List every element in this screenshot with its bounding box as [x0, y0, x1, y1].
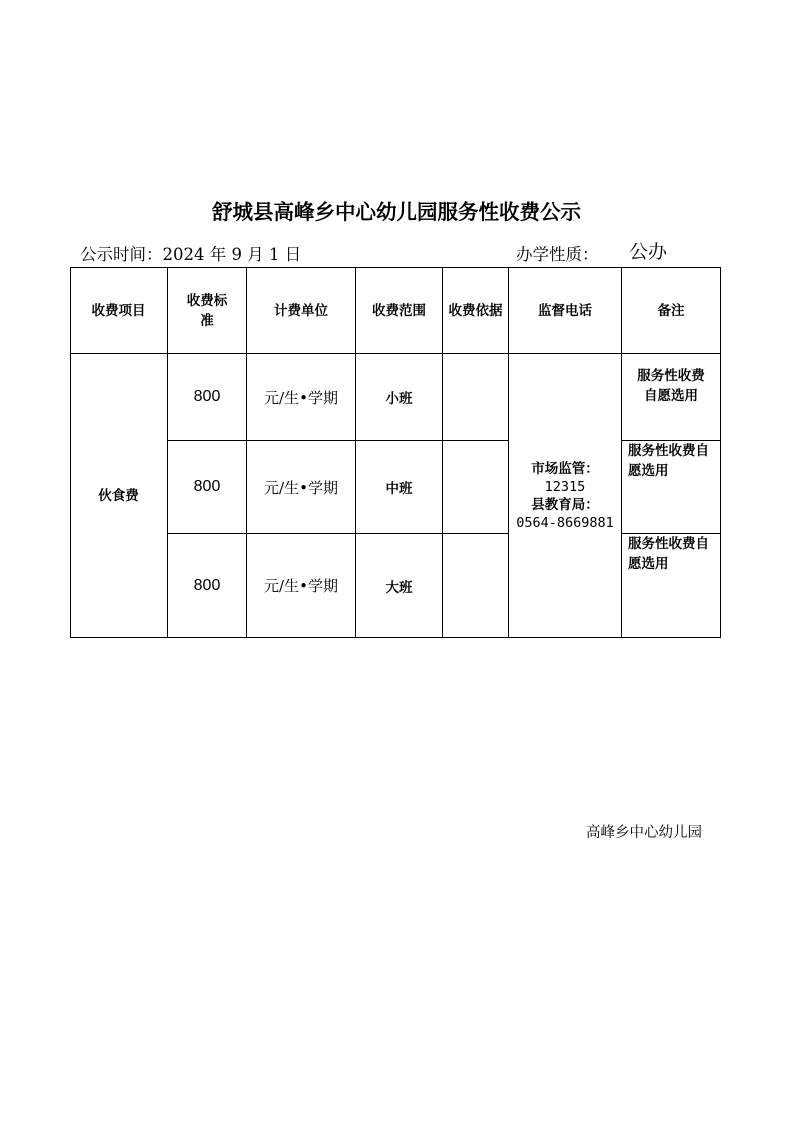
row-3-basis — [443, 534, 508, 637]
supervision-phone-cell — [509, 354, 621, 637]
header-fee-scope: 收费范围 — [372, 302, 426, 319]
table-border-right — [720, 267, 721, 638]
row-3-note: 服务性收费自愿选用 — [628, 536, 709, 572]
row-2-basis — [443, 441, 508, 533]
school-type-value: 公办 — [629, 241, 668, 263]
row-2-scope: 中班 — [385, 481, 413, 497]
education-bureau-phone: 0564-8669881 — [516, 514, 614, 531]
row-1-note: 服务性收费自愿选用 — [637, 368, 705, 404]
issuer-signature: 高峰乡中心幼儿园 — [586, 825, 702, 841]
market-supervision-phone: 12315 — [544, 478, 586, 495]
page-title: 舒城县高峰乡中心幼儿园服务性收费公示 — [212, 200, 581, 224]
education-bureau-label: 县教育局： — [531, 496, 599, 513]
market-supervision-label: 市场监管： — [531, 460, 599, 477]
date-line — [80, 244, 301, 266]
row-2-unit: 元/生•学期 — [264, 478, 338, 497]
row-2-note: 服务性收费自愿选用 — [628, 443, 709, 479]
header-fee-standard: 收费标准 — [186, 292, 228, 329]
row-1-basis — [443, 354, 508, 440]
fee-item-cell: 伙食费 — [98, 487, 139, 504]
row-3-scope: 大班 — [385, 579, 413, 596]
header-fee-item: 收费项目 — [91, 302, 146, 319]
header-remarks: 备注 — [657, 302, 685, 319]
row-3-standard: 800 — [193, 576, 221, 594]
row-1-scope: 小班 — [385, 391, 413, 407]
row-3-unit: 元/生•学期 — [264, 577, 338, 595]
header-billing-unit: 计费单位 — [274, 302, 328, 319]
date-label: 公示时间： — [80, 245, 163, 264]
header-supervision-phone: 监督电话 — [538, 302, 592, 319]
row-1-standard: 800 — [193, 388, 221, 405]
row-2-standard: 800 — [193, 478, 221, 495]
row-1-unit: 元/生•学期 — [264, 388, 338, 407]
header-fee-basis: 收费依据 — [448, 302, 503, 319]
date-value: 2024 年 9 月 1 日 — [162, 245, 302, 264]
school-type-label: 办学性质： — [516, 245, 599, 264]
